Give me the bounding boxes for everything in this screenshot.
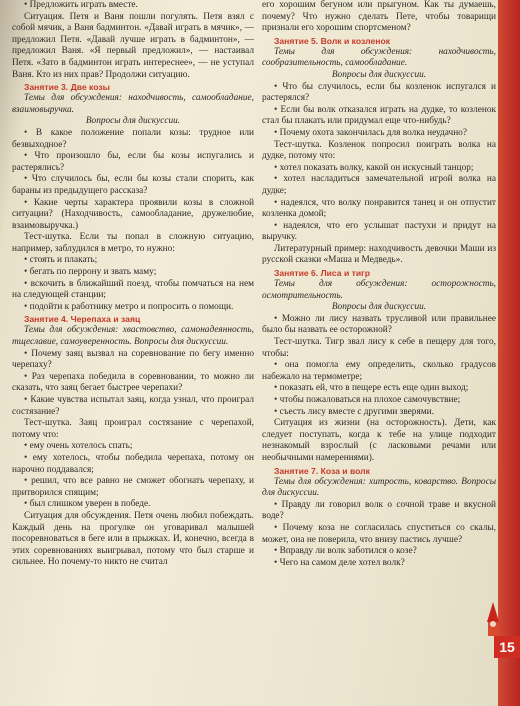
list-item: • чтобы пожаловаться на плохое самочувствие; (262, 395, 496, 407)
list-item: • хотел насладиться замечательной игрой волка на дудке; (262, 174, 496, 197)
page-number: 15 (494, 636, 520, 658)
questions-heading: Вопросы для дискуссии. (331, 302, 427, 313)
paragraph: Литературный пример: находчивость девочки Маши из русской сказки «Маша и Медведь». (262, 243, 496, 266)
list-item: • подойти к работнику метро и попросить о помощи. (12, 302, 254, 314)
right-column (262, 0, 496, 706)
list-item: • Какие чувства испытал заяц, когда узнал, что проиграл состязание? (12, 395, 254, 418)
list-item: • съесть лису вместе с другими зверями. (262, 407, 496, 419)
list-item: • Почему коза не согласилась спуститься со скалы, может, она не поверила, что внизу пастись лучше? (262, 523, 496, 546)
list-item: • хотел показать волку, какой он искусный танцор; (262, 163, 496, 175)
list-item: • В какое положение попали козы: трудное или безвыходное? (12, 128, 254, 151)
list-item: • она помогла ему определить, сколько градусов набежало на термометре; (262, 360, 496, 383)
paragraph: Тест-шутка. Если ты попал в сложную ситуацию, например, заблудился в метро, то нужно: (12, 232, 254, 254)
list-item: • ему очень хотелось спать; (12, 441, 254, 453)
list-item: • Правду ли говорил волк о сочной траве и вкусной воде? (262, 500, 496, 523)
list-item: • бегать по перрону и звать маму; (12, 267, 254, 279)
gnome-illustration (486, 600, 500, 640)
questions-heading: Вопросы для дискуссии. (331, 69, 427, 80)
paragraph: Тест-шутка. Тигр звал лису к себе в пещеру для того, чтобы: (262, 337, 496, 359)
list-item: • Вправду ли волк заботился о козе? (262, 546, 496, 558)
page-edge (498, 0, 520, 706)
lesson-heading: Занятие 7. Коза и волк (274, 465, 370, 476)
list-item: • надеялся, что его услышат пастухи и придут на выручку. (262, 221, 496, 244)
list-item: • Почему охота закончилась для волка неудачно? (262, 128, 496, 140)
list-item: • Что произошло бы, если бы козы испугались и растерялись? (12, 151, 254, 174)
discussion-topics: Темы для обсуждения: находчивость, самообладание, взаимовыручка. (12, 93, 254, 115)
list-item: • вскочить в ближайший поезд, чтобы помчаться на нем на следующей станции; (12, 279, 254, 302)
paragraph: его хорошим бегуном или прыгуном. Как ты думаешь, почему? Что нужно сделать Пете, чтобы товарищи признали его хорошим спортсменом? (262, 0, 496, 34)
discussion-topics: Темы для обсуждения: находчивость, сообразительность, самообладание. (262, 46, 496, 69)
list-item: • стоять и плакать; (12, 255, 254, 267)
list-item: • Почему заяц вызвал на соревнование по бегу именно черепаху? (12, 349, 254, 372)
paragraph: Ситуация. Петя и Ваня пошли погулять. Петя взял с собой мячик, а Ваня бадминтон. «Давай играть в мячик», — предложил Петя. «Давай лучше играть в бадминтон», — предложил Ваня. «Я первый предложил», — настаивал Петя. «Зато в бадминтон играть интереснее», — не уступал Ваня. Кто из них прав? Продолжи ситуацию. (12, 11, 254, 80)
discussion-topics: Темы для обсуждения: осторожность, осмотрительность. (262, 279, 496, 301)
list-item: • Можно ли лису назвать трусливой или правильнее было бы назвать ее осторожной? (262, 314, 496, 337)
list-item: • решил, что все равно не сможет обогнать черепаху, и притворился спящим; (12, 476, 254, 499)
lesson-heading: Занятие 4. Черепаха и заяц (24, 314, 141, 325)
left-column (12, 0, 254, 706)
lesson-heading: Занятие 5. Волк и козленок (274, 35, 390, 46)
list-item: • Чего на самом деле хотел волк? (262, 558, 496, 570)
paragraph: Ситуация из жизни (на осторожность). Дети, как следует поступать, когда к тебе на улице подходит незнакомый взрослый (с ласковыми речами или необычными намерениями). (262, 418, 496, 463)
list-item: • Что бы случилось, если бы козленок испугался и растерялся? (262, 82, 496, 105)
list-item: • Предложить играть вместе. (12, 0, 254, 12)
paragraph: Тест-шутка. Козленок попросил поиграть волка на дудке, потому что: (262, 139, 496, 162)
questions-heading: Вопросы для дискуссии. (85, 116, 181, 127)
list-item: • Какие черты характера проявили козы в сложной ситуации? (Находчивость, самообладание, дружелюбие, взаимовыручка.) (12, 198, 254, 233)
list-item: • был слишком уверен в победе. (12, 499, 254, 511)
list-item: • надеялся, что волку понравится танец и он отпустит козленка домой; (262, 198, 496, 221)
paragraph: Ситуация для обсуждения. Петя очень любил побеждать. Каждый день на прогулке он уговаривал малышей посоревноваться в беге или в прыжках. И, конечно, всегда в этих соревнованиях выигрывал, потому что был старше и сильнее. Но почему-то никто не считал (12, 510, 254, 568)
paragraph: Тест-шутка. Заяц проиграл состязание с черепахой, потому что: (12, 418, 254, 440)
lesson-heading: Занятие 6. Лиса и тигр (274, 268, 370, 279)
discussion-topics: Темы для обсуждения: хитрость, коварство. Вопросы для дискуссии. (262, 476, 496, 499)
list-item: • Что случилось бы, если бы козы стали спорить, как бараны из предыдущего рассказа? (12, 174, 254, 197)
list-item: • показать ей, что в пещере есть еще один выход; (262, 383, 496, 395)
list-item: • Раз черепаха победила в соревновании, то можно ли сказать, что заяц бегает быстрее черепахи? (12, 372, 254, 395)
list-item: • Если бы волк отказался играть на дудке, то козленок стал бы плакать или придумал еще что-нибудь? (262, 105, 496, 128)
list-item: • ему хотелось, чтобы победила черепаха, потому он нарочно поддавался; (12, 453, 254, 476)
discussion-topics: Темы для обсуждения: хвастовство, самонадеянность, тщеславие, самоуверенность. Вопросы для дискуссии. (12, 325, 254, 348)
lesson-heading: Занятие 3. Две козы (24, 82, 110, 93)
